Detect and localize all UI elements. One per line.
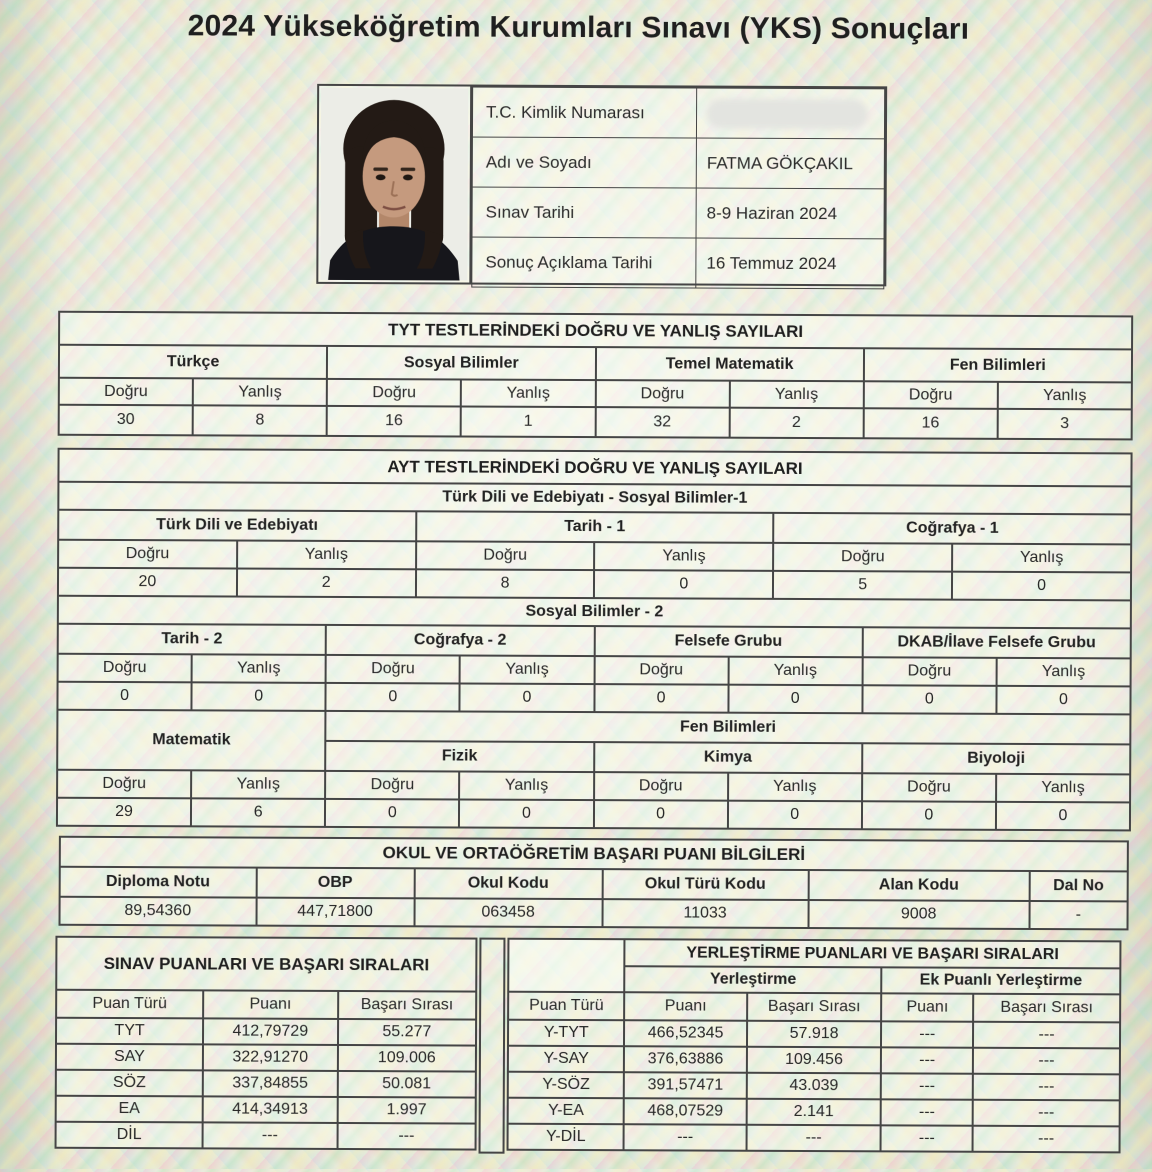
- dogru-label: Doğru: [58, 654, 192, 683]
- redacted-id-blur: [707, 99, 867, 128]
- group-header: Tarih - 2: [58, 624, 326, 655]
- table-row: [60, 897, 1128, 930]
- table-row: [56, 1018, 476, 1046]
- score-value: 414,34913: [203, 1096, 338, 1123]
- scores-section: [55, 936, 1122, 1157]
- yanlis-label: Yanlış: [459, 771, 593, 800]
- dogru-label: Doğru: [57, 770, 191, 799]
- score-type: SÖZ: [56, 1070, 203, 1097]
- dogru-label: Doğru: [325, 771, 459, 800]
- table-row: [56, 1044, 476, 1072]
- dogru-label: Doğru: [864, 381, 998, 409]
- yanlis-value: 6: [191, 798, 325, 827]
- yanlis-value: 3: [998, 409, 1132, 440]
- school-info-table: [59, 836, 1129, 931]
- score-type: Y-TYT: [508, 1020, 624, 1047]
- column-header: Puan Türü: [508, 992, 624, 1021]
- rank-value: 55.277: [338, 1019, 477, 1046]
- placement-title: YERLEŞTİRME PUANLARI VE BAŞARI SIRALARI: [625, 939, 1121, 968]
- candidate-info-table: [471, 87, 885, 290]
- score-value: ---: [624, 1124, 746, 1151]
- dogru-label: Doğru: [862, 773, 996, 802]
- dogru-label: Doğru: [594, 656, 728, 685]
- info-label: Sınav Tarihi: [472, 187, 696, 238]
- dogru-value: 0: [862, 801, 996, 830]
- dogru-value: 5: [773, 571, 952, 600]
- dogru-value: 0: [57, 682, 191, 711]
- ek-rank-value: ---: [973, 1074, 1120, 1101]
- matematik-header: Matematik: [57, 710, 326, 771]
- school-title: OKUL VE ORTAÖĞRETİM BAŞARI PUANI BİLGİLERİ: [60, 837, 1128, 872]
- ek-score-value: ---: [881, 1021, 973, 1047]
- group-header: Biyoloji: [862, 743, 1130, 774]
- yanlis-label: Yanlış: [996, 658, 1130, 687]
- yanlis-value: 0: [728, 801, 862, 830]
- group-header: Felsefe Grubu: [594, 626, 862, 657]
- rank-value: 50.081: [337, 1071, 476, 1098]
- yanlis-label: Yanlış: [952, 544, 1131, 573]
- column-header: Başarı Sırası: [747, 993, 882, 1022]
- table-row: [59, 312, 1132, 350]
- group-header: Coğrafya - 1: [773, 513, 1131, 545]
- table-row: [56, 1096, 476, 1124]
- score-type: DİL: [56, 1122, 203, 1149]
- table-row: [56, 990, 476, 1020]
- exam-scores-table: [55, 936, 478, 1151]
- rank-value: 2.141: [746, 1099, 881, 1126]
- dogru-label: Doğru: [416, 541, 595, 570]
- rank-value: 1.997: [337, 1097, 476, 1124]
- rank-value: 43.039: [747, 1073, 882, 1100]
- score-type: Y-DİL: [508, 1124, 624, 1151]
- table-row: [472, 187, 884, 239]
- column-header: OBP: [256, 868, 414, 899]
- ayt-section2-subtitle: Sosyal Bilimler - 2: [58, 596, 1131, 629]
- dogru-label: Doğru: [594, 772, 728, 801]
- info-label: Sonuç Açıklama Tarihi: [472, 237, 696, 288]
- group-header: Fen Bilimleri: [864, 348, 1132, 382]
- dogru-value: 0: [594, 684, 728, 713]
- score-type: Y-SÖZ: [508, 1072, 624, 1099]
- ek-score-value: ---: [881, 1073, 973, 1099]
- table-row: [508, 1020, 1120, 1049]
- alan-kodu-value: 9008: [808, 900, 1029, 929]
- score-type: SAY: [56, 1044, 203, 1071]
- ek-rank-value: ---: [973, 1022, 1120, 1049]
- dogru-label: Doğru: [327, 379, 461, 407]
- score-value: 322,91270: [203, 1044, 338, 1071]
- table-row: [508, 1072, 1120, 1101]
- yanlis-value: 0: [460, 683, 594, 712]
- dogru-label: Doğru: [59, 378, 193, 406]
- yanlis-value: 2: [729, 408, 863, 439]
- score-value: 412,79729: [203, 1018, 338, 1045]
- ek-rank-value: ---: [973, 1100, 1120, 1127]
- table-row: [60, 837, 1128, 872]
- exam-scores-title: SINAV PUANLARI VE BAŞARI SIRALARI: [56, 937, 476, 992]
- table-row: [58, 449, 1131, 487]
- spacer-column: [479, 938, 506, 1154]
- table-row: [56, 937, 476, 992]
- dogru-value: 32: [595, 407, 729, 438]
- score-value: 376,63886: [624, 1046, 746, 1073]
- yanlis-value: 0: [996, 802, 1130, 831]
- group-header: DKAB/İlave Felsefe Grubu: [862, 627, 1130, 658]
- yanlis-label: Yanlış: [192, 654, 326, 683]
- yanlis-value: 0: [459, 799, 593, 828]
- yanlis-value: 1: [461, 406, 595, 437]
- okul-turu-kodu-value: 11033: [602, 899, 808, 928]
- group-header: Tarih - 1: [416, 511, 774, 543]
- table-row: [508, 1098, 1120, 1127]
- diploma-notu-value: 89,54360: [60, 897, 257, 926]
- dogru-value: 0: [593, 800, 727, 829]
- column-header: Puanı: [625, 992, 747, 1021]
- dogru-value: 16: [327, 406, 461, 437]
- score-value: ---: [203, 1122, 338, 1149]
- score-value: 337,84855: [203, 1070, 338, 1097]
- ek-rank-value: ---: [973, 1126, 1120, 1153]
- column-header: Başarı Sırası: [338, 991, 477, 1020]
- dogru-label: Doğru: [58, 540, 237, 569]
- yanlis-label: Yanlış: [729, 381, 863, 409]
- group-header: Sosyal Bilimler: [327, 346, 595, 380]
- yanlis-value: 0: [192, 682, 326, 711]
- score-type: Y-SAY: [508, 1046, 624, 1073]
- yanlis-label: Yanlış: [996, 774, 1130, 803]
- table-row: [56, 1122, 476, 1150]
- yanlis-label: Yanlış: [193, 378, 327, 406]
- table-row: [58, 510, 1131, 545]
- yanlis-value: 8: [193, 405, 327, 436]
- group-header: Coğrafya - 2: [326, 625, 594, 656]
- dogru-value: 0: [325, 799, 459, 828]
- table-row: [60, 867, 1128, 902]
- dogru-value: 30: [59, 405, 193, 436]
- group-header: Fizik: [325, 741, 593, 772]
- placement-scores-table: [507, 938, 1122, 1154]
- yanlis-label: Yanlış: [728, 773, 862, 802]
- candidate-info-section: [316, 84, 887, 286]
- group-header: Türkçe: [59, 345, 327, 379]
- rank-value: 109.456: [747, 1047, 882, 1074]
- dal-no-value: -: [1029, 901, 1127, 929]
- yanlis-label: Yanlış: [237, 541, 416, 570]
- table-row: [58, 624, 1131, 659]
- column-header: Başarı Sırası: [973, 994, 1120, 1023]
- info-value: FATMA GÖKÇAKIL: [696, 138, 884, 189]
- yanlis-value: 2: [237, 569, 416, 598]
- table-row: [508, 1124, 1120, 1153]
- info-label: T.C. Kimlik Numarası: [472, 87, 696, 138]
- column-header: Diploma Notu: [60, 867, 257, 898]
- info-value-redacted: [696, 88, 884, 139]
- rank-value: ---: [337, 1123, 476, 1150]
- column-header: Dal No: [1029, 871, 1127, 901]
- table-row: [59, 345, 1132, 383]
- table-row: [508, 1046, 1120, 1075]
- dogru-value: 0: [862, 685, 996, 714]
- rank-value: 57.918: [747, 1021, 882, 1048]
- dogru-label: Doğru: [773, 543, 952, 572]
- fen-bilimleri-header: Fen Bilimleri: [326, 711, 1131, 745]
- score-value: 391,57471: [624, 1072, 746, 1099]
- ayt-title: AYT TESTLERİNDEKİ DOĞRU VE YANLIŞ SAYILARI: [58, 449, 1131, 487]
- ek-puanli-group-header: Ek Puanlı Yerleştirme: [882, 967, 1121, 994]
- yanlis-label: Yanlış: [460, 655, 594, 684]
- ayt-section1-subtitle: Türk Dili ve Edebiyatı - Sosyal Bilimler-1: [58, 482, 1131, 515]
- info-value: 8-9 Haziran 2024: [696, 188, 884, 239]
- info-value: 16 Temmuz 2024: [696, 238, 884, 289]
- blank-cell: [508, 939, 624, 993]
- ayt-results-table: [56, 448, 1133, 832]
- okul-kodu-value: 063458: [414, 898, 602, 927]
- ek-score-value: ---: [881, 1047, 973, 1073]
- column-header: Okul Türü Kodu: [602, 869, 808, 900]
- yanlis-value: 0: [952, 572, 1131, 601]
- score-value: 466,52345: [624, 1020, 746, 1047]
- table-row: [56, 1070, 476, 1098]
- yanlis-label: Yanlış: [728, 657, 862, 686]
- portrait-image: [320, 88, 468, 281]
- rank-value: 109.006: [337, 1045, 476, 1072]
- dogru-value: 20: [58, 568, 237, 597]
- table-row: [472, 137, 884, 189]
- tyt-title: TYT TESTLERİNDEKİ DOĞRU VE YANLIŞ SAYILARI: [59, 312, 1132, 350]
- score-value: 468,07529: [624, 1098, 746, 1125]
- dogru-label: Doğru: [326, 655, 460, 684]
- table-row: [472, 87, 884, 139]
- ek-score-value: ---: [881, 1099, 973, 1125]
- table-row: [57, 798, 1130, 831]
- dogru-value: 16: [863, 408, 997, 439]
- yanlis-value: 0: [996, 686, 1130, 715]
- column-header: Okul Kodu: [414, 868, 602, 899]
- score-type: Y-EA: [508, 1098, 624, 1125]
- yanlis-label: Yanlış: [998, 382, 1132, 410]
- ek-rank-value: ---: [973, 1048, 1120, 1075]
- page-title: 2024 Yükseköğretim Kurumları Sınavı (YKS) Sonuçları: [187, 9, 970, 46]
- group-header: Temel Matematik: [595, 347, 863, 381]
- group-header: Kimya: [594, 742, 862, 773]
- dogru-value: 29: [57, 798, 191, 827]
- tyt-results-table: [58, 311, 1134, 441]
- yerlestirme-group-header: Yerleştirme: [625, 966, 882, 993]
- yanlis-label: Yanlış: [461, 379, 595, 407]
- score-type: TYT: [56, 1018, 203, 1045]
- table-row: [57, 710, 1130, 745]
- table-row: [508, 992, 1120, 1023]
- yanlis-label: Yanlış: [595, 542, 774, 571]
- column-header: Puanı: [881, 993, 973, 1021]
- ek-score-value: ---: [881, 1125, 973, 1151]
- yanlis-value: 0: [594, 570, 773, 599]
- dogru-value: 8: [416, 569, 595, 598]
- table-row: [508, 939, 1120, 969]
- obp-value: 447,71800: [256, 898, 414, 927]
- table-row: [59, 405, 1132, 440]
- candidate-photo: [318, 86, 472, 283]
- score-type: EA: [56, 1096, 203, 1123]
- yanlis-value: 0: [728, 685, 862, 714]
- table-row: [472, 237, 884, 289]
- group-header: Türk Dili ve Edebiyatı: [58, 510, 416, 542]
- rank-value: ---: [746, 1125, 881, 1152]
- column-header: Puanı: [203, 990, 338, 1019]
- yanlis-label: Yanlış: [191, 770, 325, 799]
- info-label: Adı ve Soyadı: [472, 137, 696, 188]
- dogru-label: Doğru: [595, 380, 729, 408]
- dogru-label: Doğru: [862, 657, 996, 686]
- column-header: Puan Türü: [56, 990, 203, 1019]
- dogru-value: 0: [326, 683, 460, 712]
- column-header: Alan Kodu: [808, 870, 1029, 901]
